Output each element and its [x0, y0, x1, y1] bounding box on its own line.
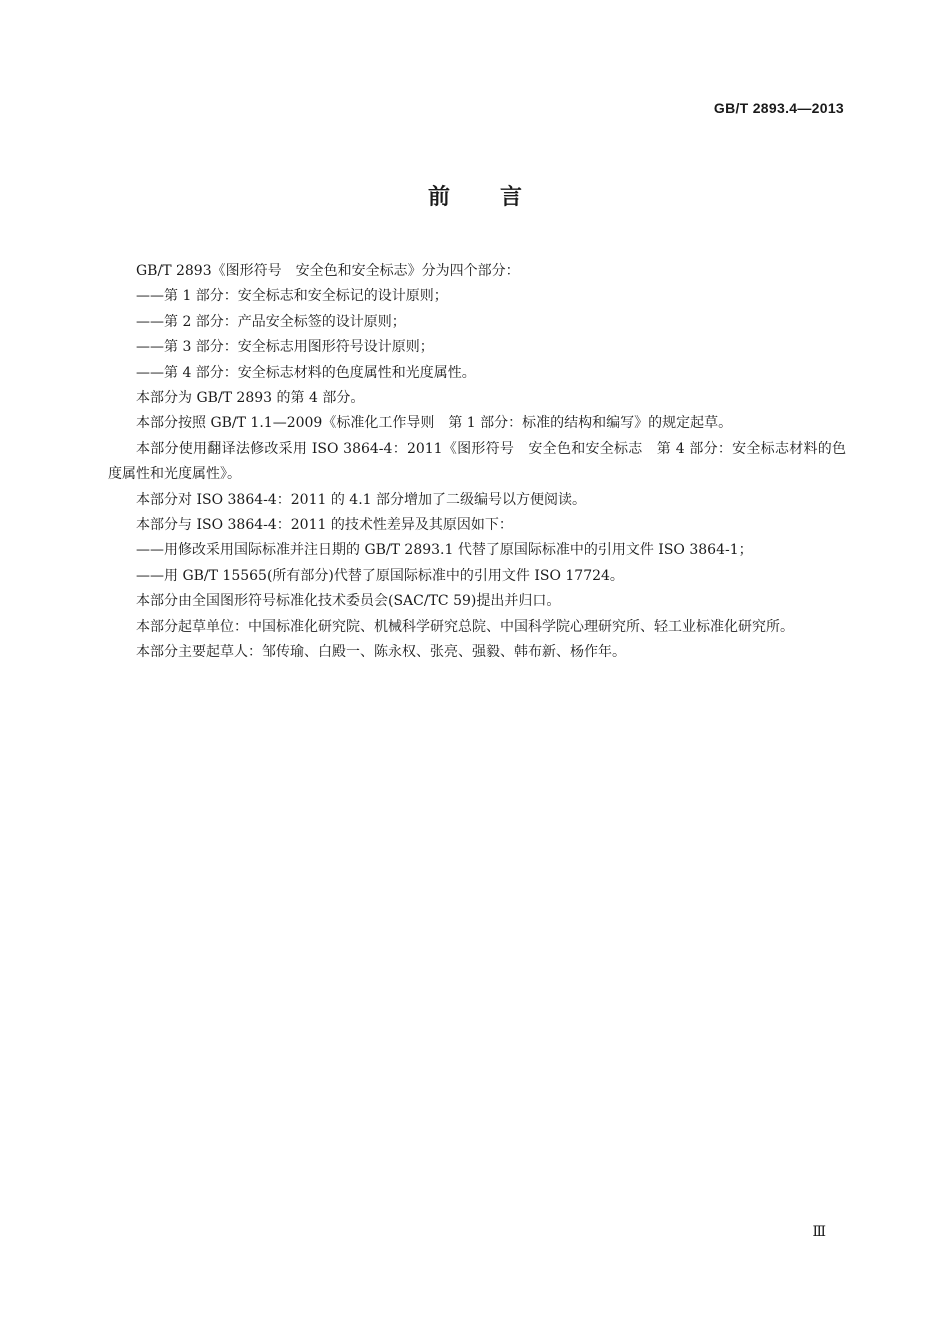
foreword-body — [108, 259, 846, 666]
paragraph: 本部分起草单位：中国标准化研究院、机械科学研究总院、中国科学院心理研究所、轻工业标准化研究所。 — [136, 618, 794, 635]
paragraph: ——第 4 部分：安全标志材料的色度属性和光度属性。 — [136, 364, 476, 381]
paragraph: GB/T 2893《图形符号 安全色和安全标志》分为四个部分： — [136, 263, 520, 279]
paragraph: 本部分由全国图形符号标准化技术委员会(SAC/TC 59)提出并归口。 — [136, 593, 561, 610]
paragraph: 本部分按照 GB/T 1.1—2009《标准化工作导则 第 1 部分：标准的结构和编写》的规定起草。 — [136, 415, 733, 432]
paragraph: 本部分主要起草人：邹传瑜、白殿一、陈永权、张亮、强毅、韩布新、杨作年。 — [136, 644, 626, 661]
page-title: 前言 — [427, 185, 572, 210]
page-number: Ⅲ — [812, 1225, 826, 1240]
paragraph: 本部分与 ISO 3864-4：2011 的技术性差异及其原因如下： — [136, 517, 513, 534]
paragraph: ——用修改采用国际标准并注日期的 GB/T 2893.1 代替了原国际标准中的引用文件 ISO 3864-1； — [136, 542, 753, 559]
paragraph: ——第 3 部分：安全标志用图形符号设计原则； — [136, 339, 434, 356]
paragraph: ——第 2 部分：产品安全标签的设计原则； — [136, 313, 406, 330]
paragraph: ——用 GB/T 15565(所有部分)代替了原国际标准中的引用文件 ISO 17724。 — [136, 567, 624, 584]
paragraph: 本部分使用翻译法修改采用 ISO 3864-4：2011《图形符号 安全色和安全标志 第 4 部分：安全标志材料的色度属性和光度属性》。 — [108, 440, 846, 483]
standard-number: GB/T 2893.4—2013 — [713, 100, 844, 116]
paragraph: ——第 1 部分：安全标志和安全标记的设计原则； — [136, 288, 448, 305]
paragraph: 本部分对 ISO 3864-4：2011 的 4.1 部分增加了二级编号以方便阅读。 — [136, 491, 587, 508]
paragraph: 本部分为 GB/T 2893 的第 4 部分。 — [136, 390, 365, 407]
